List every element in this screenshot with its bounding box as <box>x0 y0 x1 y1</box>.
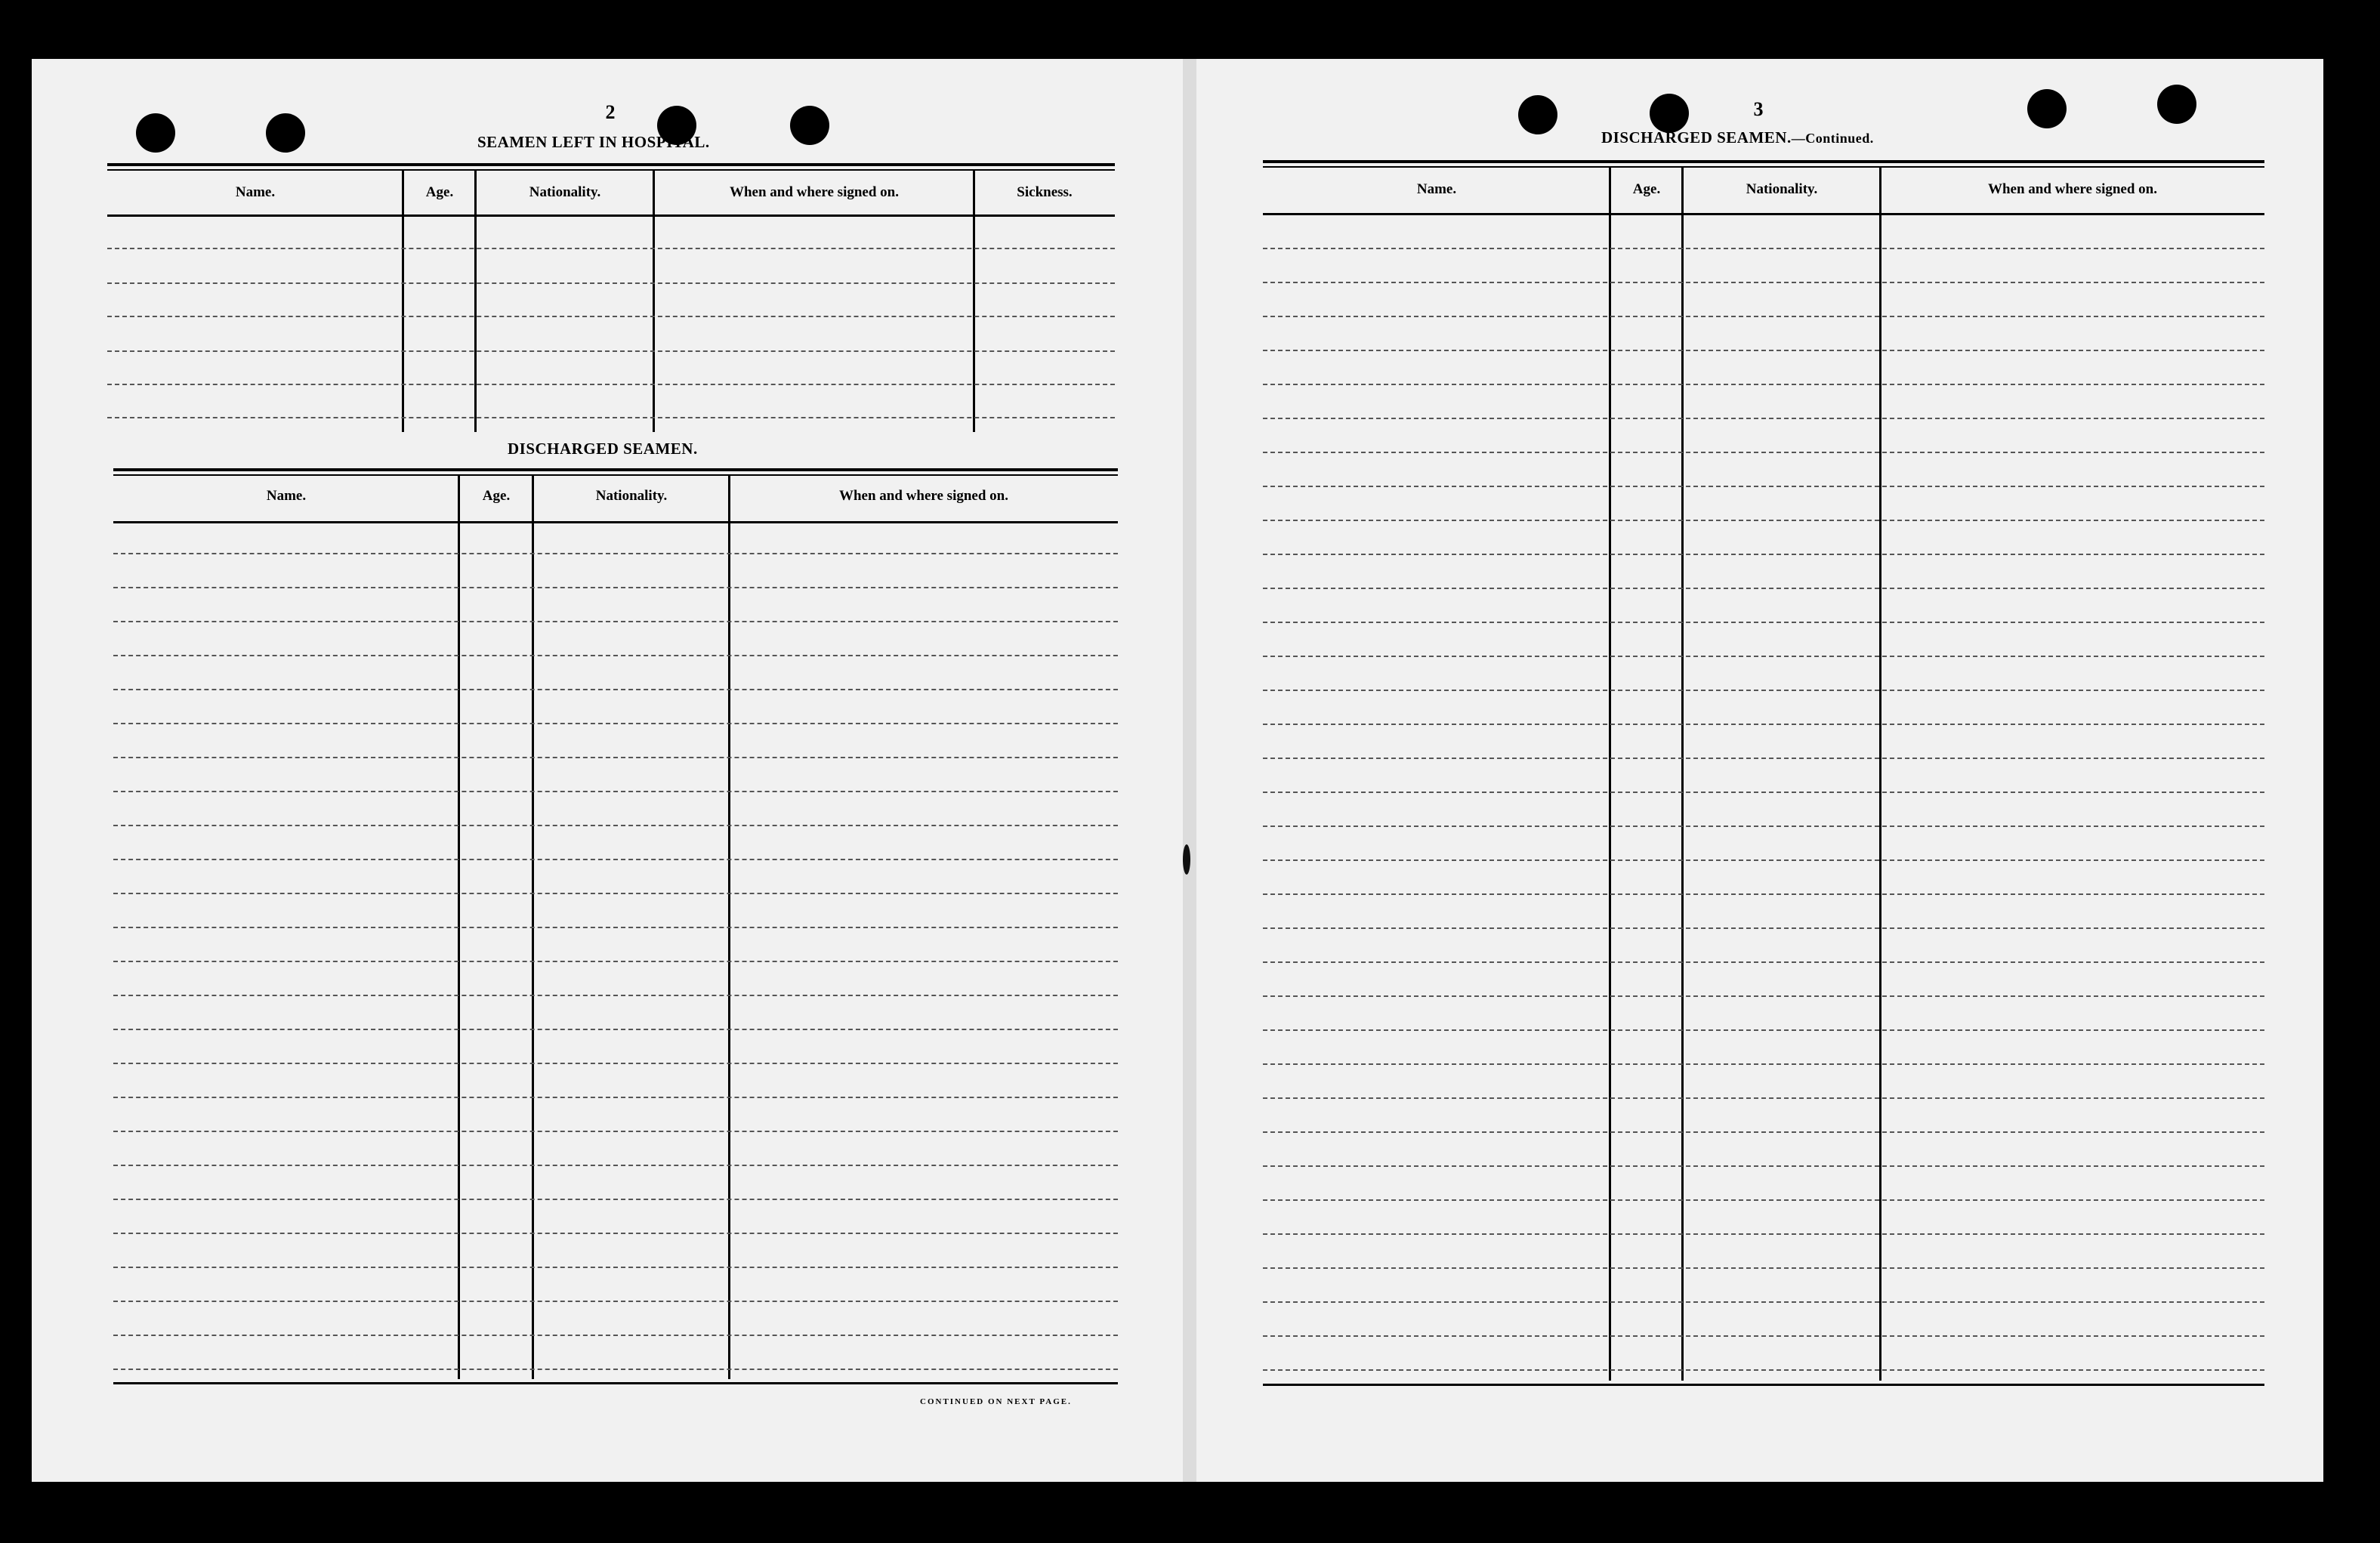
hospital-section-title: SEAMEN LEFT IN HOSPITAL. <box>477 133 710 151</box>
col-nationality: Nationality. <box>529 184 601 200</box>
col-age: Age. <box>482 488 511 504</box>
discharged-continued-title-main: DISCHARGED SEAMEN. <box>1601 128 1792 147</box>
discharged-table-left <box>113 468 1118 1388</box>
col-when-where: When and where signed on. <box>838 488 1008 504</box>
punch-hole <box>266 113 305 153</box>
punch-hole <box>2027 89 2067 128</box>
discharged-continued-title <box>1601 128 1874 147</box>
hospital-table <box>107 163 1115 432</box>
punch-hole <box>1650 94 1689 133</box>
discharged-section-title: DISCHARGED SEAMEN. <box>508 440 698 458</box>
col-when-where: When and where signed on. <box>729 184 899 200</box>
col-name: Name. <box>266 488 307 504</box>
page-number-left: 2 <box>605 101 616 123</box>
continued-note: CONTINUED ON NEXT PAGE. <box>920 1397 1072 1406</box>
punch-hole <box>136 113 175 153</box>
col-age: Age. <box>425 184 454 200</box>
punch-hole <box>1518 95 1557 134</box>
spine-mark <box>1183 844 1190 875</box>
book-spine <box>1183 59 1196 1482</box>
col-nationality: Nationality. <box>595 488 668 504</box>
discharged-continued-title-suffix: —Continued. <box>1791 131 1874 146</box>
punch-hole <box>2157 85 2196 124</box>
col-age: Age. <box>1632 181 1661 197</box>
col-name: Name. <box>235 184 276 200</box>
page-number-right: 3 <box>1753 98 1764 120</box>
col-nationality: Nationality. <box>1746 181 1818 197</box>
col-sickness: Sickness. <box>1017 184 1073 200</box>
punch-hole <box>790 106 829 145</box>
col-when-where: When and where signed on. <box>1987 181 2157 197</box>
discharged-table-right <box>1263 160 2264 1388</box>
col-name: Name. <box>1416 181 1457 197</box>
